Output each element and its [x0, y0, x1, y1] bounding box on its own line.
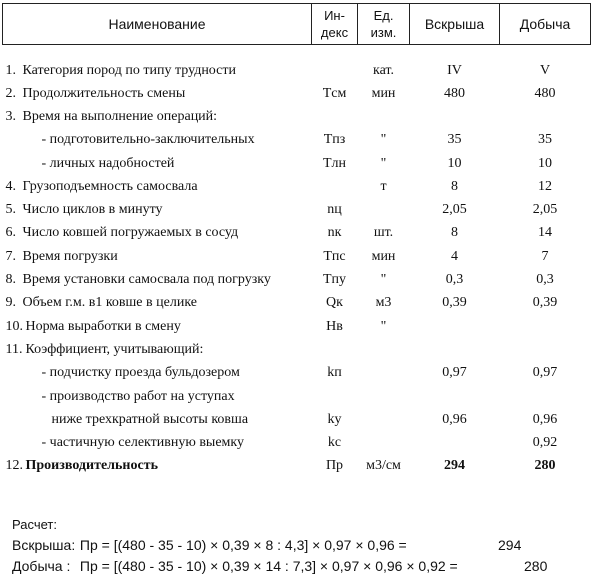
row-value-col1: [410, 338, 500, 361]
row-value-col1: 10: [447, 155, 462, 171]
row-index: [312, 175, 358, 198]
row-value-col1: 0,97: [442, 365, 467, 381]
row-unit: [358, 385, 410, 408]
table-row: [3, 129, 591, 152]
row-name: [3, 408, 312, 431]
row-value-col1: 0,39: [442, 295, 467, 311]
row-value-col2: [500, 385, 591, 408]
row-label: - подчистку проезда бульдозером: [41, 365, 240, 381]
row-index: Tпз: [323, 132, 346, 148]
row-index: Qк: [326, 295, 343, 311]
row-value-col2: [500, 338, 591, 361]
row-value-col1: 480: [444, 85, 465, 101]
row-index: kу: [327, 411, 342, 427]
row-name: [3, 338, 312, 361]
row-unit: [358, 198, 410, 221]
row-value-col2: 14: [538, 225, 552, 241]
row-name: [3, 245, 312, 268]
row-number: 9.: [5, 295, 16, 311]
calc-row-overburden: [12, 537, 522, 553]
calc-label: Добыча :: [12, 558, 71, 574]
row-unit: т: [380, 178, 387, 194]
row-number: 7.: [5, 248, 16, 264]
row-index: [312, 385, 358, 408]
row-index: [312, 45, 358, 83]
row-unit: [358, 362, 410, 385]
row-value-col1: 4: [451, 248, 458, 264]
parameters-table: [2, 3, 591, 478]
table-row: [3, 385, 591, 408]
table-row: [3, 315, 591, 338]
table-row: [3, 338, 591, 361]
row-unit: м3/см: [366, 458, 401, 474]
row-label: Число циклов в минуту: [22, 202, 163, 218]
table-row: [3, 82, 591, 105]
row-value-col2: 10: [538, 155, 552, 171]
row-name: [3, 385, 312, 408]
row-unit: ": [380, 318, 387, 334]
row-unit: ": [380, 155, 387, 171]
header-col2: Добыча: [500, 4, 591, 45]
row-unit: шт.: [373, 225, 394, 241]
row-value-col2: 7: [541, 248, 549, 264]
row-label: Категория пород по типу трудности: [22, 62, 236, 78]
table-header-row: [3, 4, 591, 45]
row-number: 3.: [5, 108, 16, 124]
calc-title: Расчет:: [12, 517, 57, 532]
row-name: [3, 105, 312, 128]
row-name: [3, 455, 312, 478]
row-index: Tсм: [322, 85, 347, 101]
table-row: [3, 268, 591, 291]
row-label: Время погрузки: [22, 248, 118, 264]
row-name: [3, 362, 312, 385]
row-index: kп: [327, 365, 342, 381]
table-row: [3, 152, 591, 175]
row-value-col2: 35: [538, 132, 552, 148]
row-value-col1: 0,96: [442, 411, 467, 427]
header-index: Ин- декс: [312, 4, 358, 45]
row-unit: кат.: [372, 62, 394, 78]
row-value-col2: 2,05: [532, 202, 558, 218]
row-value-col2: 0,97: [532, 365, 558, 381]
row-unit: [358, 431, 410, 454]
header-unit: Ед. изм.: [358, 4, 410, 45]
table-row: [3, 455, 591, 478]
table-row: [3, 431, 591, 454]
row-index: nк: [327, 225, 342, 241]
row-index: [312, 105, 358, 128]
row-number: 6.: [5, 225, 16, 241]
row-value-col1: [410, 431, 500, 454]
row-number: 10.: [5, 318, 23, 334]
row-name: [3, 129, 312, 152]
row-value-col1: 0,3: [445, 272, 464, 288]
row-value-col2: 280: [534, 458, 556, 474]
row-index: Hв: [326, 318, 343, 334]
row-number: 11.: [5, 341, 23, 357]
row-label: Грузоподъемность самосвала: [22, 178, 198, 194]
calc-row-mining: [12, 558, 548, 574]
row-value-col1: [410, 385, 500, 408]
row-value-col2: 12: [538, 178, 552, 194]
table-row: [3, 105, 591, 128]
row-value-col1: IV: [447, 62, 462, 78]
row-value-col2: V: [539, 62, 551, 78]
row-unit: [358, 105, 410, 128]
row-name: [3, 175, 312, 198]
row-label: Продолжительность смены: [22, 85, 186, 101]
calc-formula: Пр = [(480 - 35 - 10) × 0,39 × 14 : 7,3] × 0,97 × 0,96 × 0,92 =: [79, 558, 458, 574]
row-name: [3, 198, 312, 221]
row-name: [3, 82, 312, 105]
row-value-col2: 480: [534, 85, 556, 101]
table-row: [3, 222, 591, 245]
row-label: - подготовительно-заключительных: [41, 132, 255, 148]
row-unit: м3: [375, 295, 392, 311]
row-unit: [358, 338, 410, 361]
row-value-col2: 0,3: [536, 272, 554, 288]
row-value-col2: [500, 105, 591, 128]
row-value-col1: 8: [451, 178, 458, 194]
table-row: [3, 245, 591, 268]
row-number: 5.: [5, 202, 16, 218]
row-unit: ": [380, 132, 387, 148]
row-number: 1.: [5, 62, 16, 78]
row-number: 4.: [5, 178, 16, 194]
row-label: Объем г.м. в1 ковше в целике: [22, 295, 197, 311]
table-row: [3, 175, 591, 198]
row-label: - частичную селективную выемку: [41, 435, 245, 451]
row-name: [3, 222, 312, 245]
header-name: Наименование: [3, 4, 312, 45]
row-value-col1: 8: [451, 225, 458, 241]
row-number: 12.: [5, 458, 23, 474]
table-row: [3, 198, 591, 221]
row-index: [312, 338, 358, 361]
row-name: [3, 45, 312, 83]
row-value-col2: [500, 315, 591, 338]
row-name: [3, 292, 312, 315]
row-index: kс: [327, 435, 342, 451]
row-index: Tлн: [322, 155, 347, 171]
row-number: 2.: [5, 85, 16, 101]
row-value-col1: [410, 105, 500, 128]
calc-result: 280: [524, 558, 548, 574]
row-name: [3, 152, 312, 175]
row-unit: мин: [371, 85, 396, 101]
row-label: - личных надобностей: [41, 155, 175, 171]
calc-formula: Пр = [(480 - 35 - 10) × 0,39 × 8 : 4,3] × 0,97 × 0,96 =: [79, 537, 407, 553]
row-value-col2: 0,92: [532, 435, 558, 451]
table-row: [3, 45, 591, 83]
row-label: - производство работ на уступах: [41, 388, 235, 404]
table-row: [3, 292, 591, 315]
row-name: [3, 268, 312, 291]
header-col1: Вскрыша: [410, 4, 500, 45]
row-index: Пр: [325, 458, 344, 474]
row-index: Tпс: [323, 248, 346, 264]
row-label: Число ковшей погружаемых в сосуд: [22, 225, 239, 241]
row-index: nц: [327, 202, 342, 218]
row-index: Tпу: [322, 272, 347, 288]
row-value-col1: 294: [444, 458, 465, 474]
row-label: Коэффициент, учитывающий:: [25, 341, 204, 357]
row-value-col1: 35: [447, 132, 462, 148]
row-value-col2: 0,39: [532, 295, 558, 311]
row-unit: [358, 408, 410, 431]
row-unit: ": [380, 272, 387, 288]
row-value-col2: 0,96: [532, 411, 558, 427]
row-label: ниже трехкратной высоты ковша: [51, 411, 249, 427]
row-label: Время на выполнение операций:: [22, 108, 218, 124]
table-row: [3, 362, 591, 385]
calc-label: Вскрыша:: [12, 537, 76, 553]
row-value-col1: [410, 315, 500, 338]
row-name: [3, 431, 312, 454]
table-row: [3, 408, 591, 431]
row-value-col1: 2,05: [442, 202, 467, 218]
row-label: Производительность: [25, 458, 158, 474]
row-name: [3, 315, 312, 338]
row-label: Норма выработки в смену: [25, 318, 181, 334]
row-unit: мин: [371, 248, 396, 264]
row-label: Время установки самосвала под погрузку: [22, 272, 271, 288]
calc-result: 294: [498, 537, 522, 553]
row-number: 8.: [5, 272, 16, 288]
